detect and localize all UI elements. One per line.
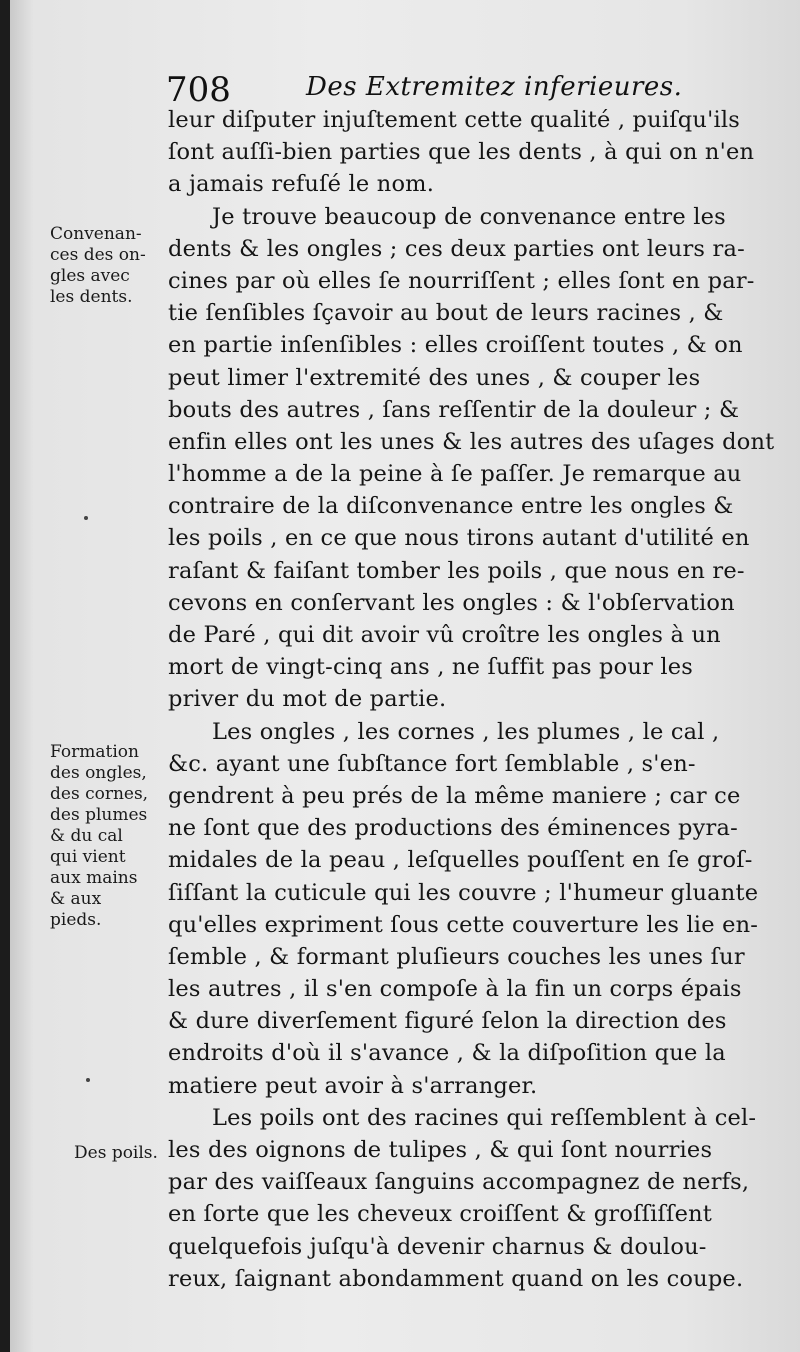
text-line: les autres , il s'en compoſe à la fin un corps épais: [168, 976, 742, 1003]
text-line: cevons en conſervant les ongles : & l'obſervation: [168, 589, 735, 616]
text-line: raſant & faiſant tomber les poils , que nous en re-: [168, 557, 745, 584]
margin-note-convenances: [50, 224, 146, 308]
text-line: tie ſenſibles ſçavoir au bout de leurs racines , &: [168, 300, 724, 327]
margin-note-poils: [74, 1143, 158, 1164]
text-line: leur diſputer injuſtement cette qualité , puiſqu'ils: [168, 107, 740, 133]
text-line: enfin elles ont les unes & les autres des uſages dont: [168, 428, 775, 455]
text-line: reux, ſaignant abondamment quand on les coupe.: [168, 1265, 744, 1292]
text-line: cines par où elles ſe nourriſſent ; elles ſont en par-: [168, 267, 755, 294]
margin-note-line: Formation: [50, 742, 139, 762]
text-line: mort de vingt-cinq ans , ne ſuffit pas pour les: [168, 654, 694, 681]
margin-note-line: qui vient: [50, 847, 126, 867]
ink-speck: [86, 1078, 90, 1082]
text-line: &c. ayant une ſubſtance fort ſemblable , s'en-: [168, 750, 696, 777]
text-line: en partie inſenſibles : elles croiſſent toutes , & on: [168, 332, 743, 359]
text-line: priver du mot de partie.: [168, 686, 447, 713]
text-line: & dure diverſement figuré ſelon la direction des: [168, 1008, 727, 1035]
text-line: peut limer l'extremité des unes , & couper les: [168, 364, 701, 391]
text-line: ſemble , & formant pluſieurs couches les unes ſur: [168, 943, 745, 970]
text-line: ne ſont que des productions des éminences pyra-: [168, 815, 738, 842]
body-text: [168, 104, 780, 1295]
margin-note-line: Des poils.: [74, 1143, 158, 1163]
text-line: les poils , en ce que nous tirons autant d'utilité en: [168, 525, 750, 552]
text-line: qu'elles expriment ſous cette couverture les lie en-: [168, 911, 759, 938]
margin-note-formation: [50, 742, 148, 931]
text-line: Les ongles , les cornes , les plumes , le cal ,: [212, 718, 720, 745]
margin-note-line: les dents.: [50, 287, 133, 307]
margin-note-line: & aux: [50, 889, 102, 909]
ink-speck: [84, 516, 88, 520]
text-line: en ſorte que les cheveux croiſſent & groſſiſſent: [168, 1201, 713, 1228]
margin-note-line: des cornes,: [50, 784, 149, 804]
text-line: gendrent à peu prés de la même maniere ; car ce: [168, 782, 741, 809]
text-line: Je trouve beaucoup de convenance entre les: [212, 203, 726, 230]
margin-note-line: gles avec: [50, 266, 130, 286]
running-head: Des Extremitez inferieures.: [306, 72, 683, 102]
text-line: par des vaiſſeaux ſanguins accompagnez de nerfs,: [168, 1169, 750, 1196]
margin-note-line: des ongles,: [50, 763, 147, 783]
margin-note-line: Convenan-: [50, 224, 142, 244]
text-line: endroits d'où il s'avance , & la diſpoſition que la: [168, 1040, 726, 1067]
margin-note-line: aux mains: [50, 868, 138, 888]
text-line: ſont auſſi-bien parties que les dents , à qui on n'en: [168, 139, 755, 166]
text-line: quelquefois juſqu'à devenir charnus & doulou-: [168, 1233, 707, 1260]
book-page: [10, 0, 800, 1352]
margin-note-line: pieds.: [50, 910, 102, 930]
margin-note-line: ces des on-: [50, 245, 146, 265]
text-line: midales de la peau , leſquelles pouſſent en ſe groſ-: [168, 847, 753, 874]
text-line: les des oignons de tulipes , & qui ſont nourries: [168, 1137, 713, 1163]
text-line: a jamais refuſé le nom.: [168, 171, 435, 198]
page-number: 708: [166, 70, 231, 110]
text-line: l'homme a de la peine à ſe paſſer. Je remarque au: [168, 461, 742, 488]
text-line: de Paré , qui dit avoir vû croître les ongles à un: [168, 622, 721, 648]
text-line: contraire de la diſconvenance entre les ongles &: [168, 493, 734, 520]
text-line: dents & les ongles ; ces deux parties ont leurs ra-: [168, 235, 745, 262]
text-line: Les poils ont des racines qui reſſemblent à cel-: [212, 1104, 757, 1131]
text-line: bouts des autres , ſans reſſentir de la douleur ; &: [168, 396, 740, 423]
text-line: matiere peut avoir à s'arranger.: [168, 1072, 538, 1099]
margin-note-line: & du cal: [50, 826, 123, 846]
margin-note-line: des plumes: [50, 805, 148, 825]
text-line: ſiſſant la cuticule qui les couvre ; l'humeur gluante: [168, 879, 759, 906]
